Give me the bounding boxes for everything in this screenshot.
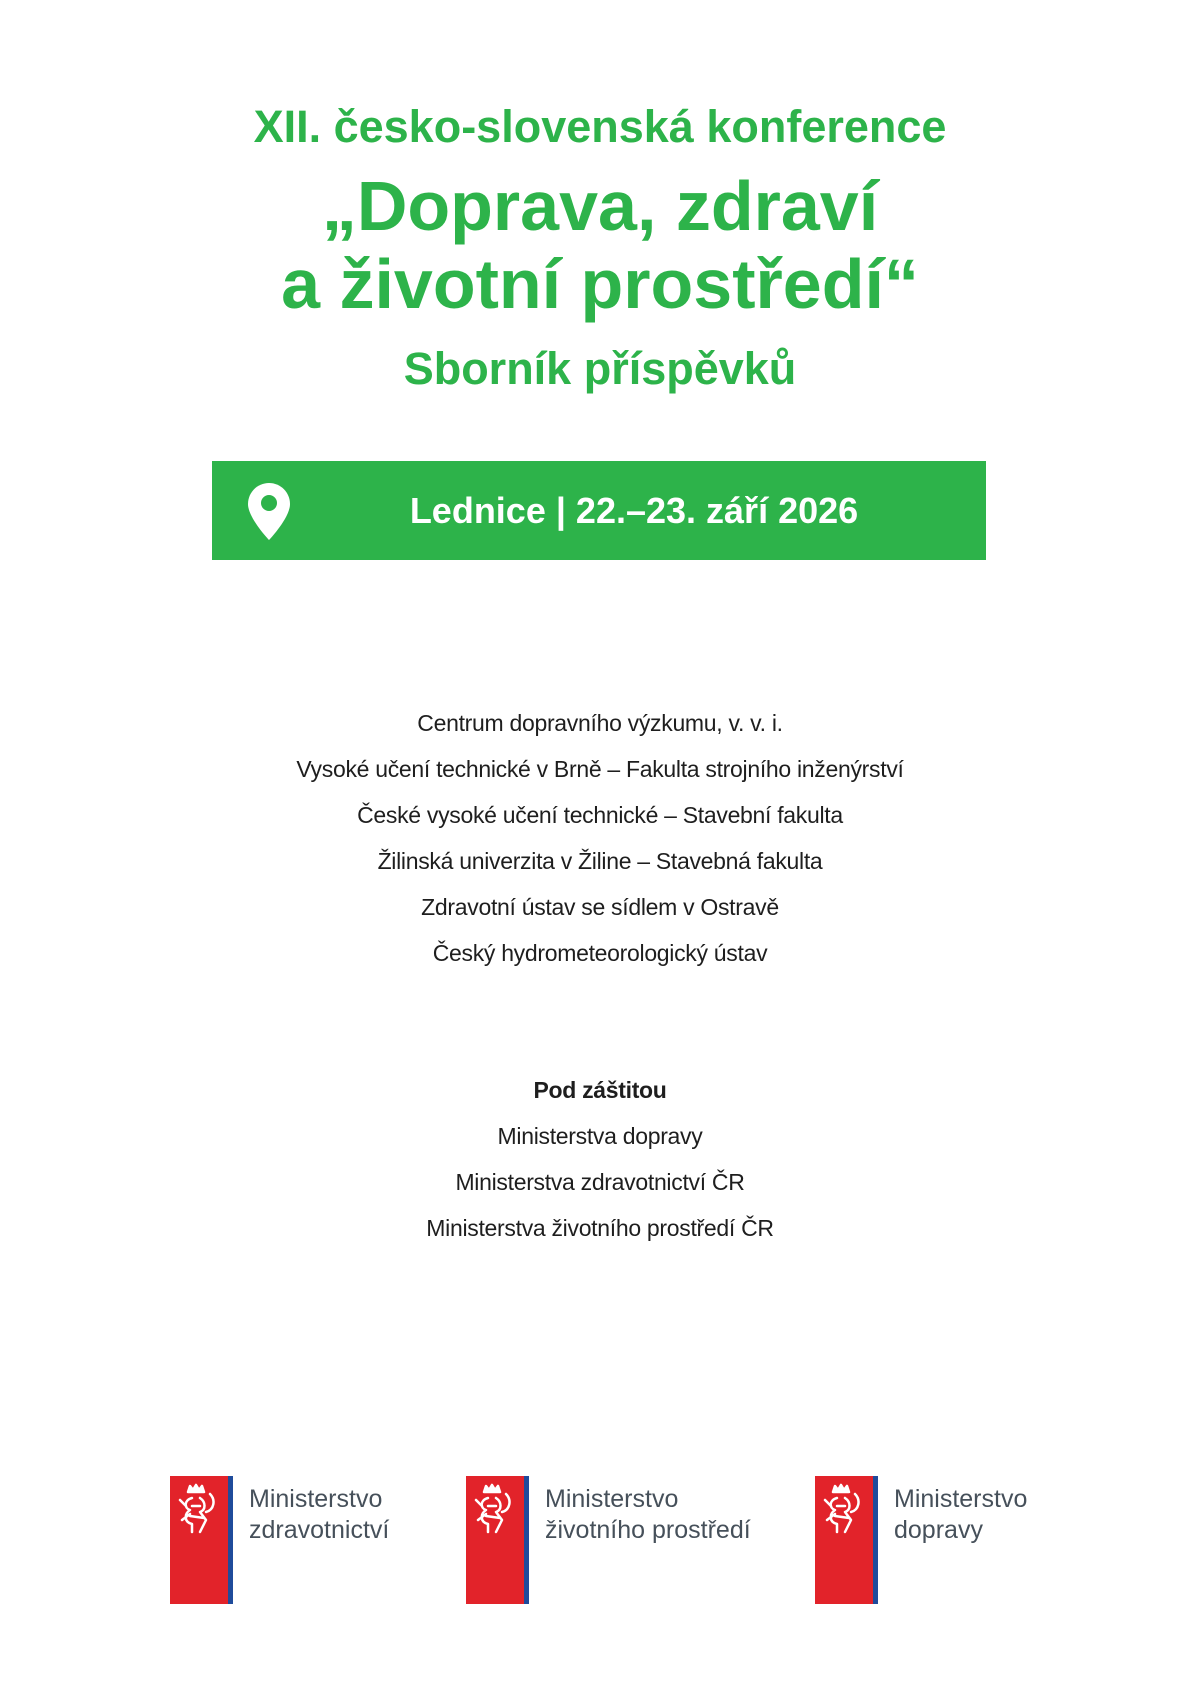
patronage-item: Ministerstva životního prostředí ČR xyxy=(426,1215,774,1241)
organizer-item: Vysoké učení technické v Brně – Fakulta strojního inženýrství xyxy=(296,756,904,782)
logo-label: Ministerstvo životního prostředí xyxy=(545,1485,751,1544)
organizers-list xyxy=(0,700,1200,976)
subtitle: Sborník příspěvků xyxy=(403,343,797,394)
organizer-item: Český hydrometeorologický ústav xyxy=(432,940,768,966)
organizer-item: Zdravotní ústav se sídlem v Ostravě xyxy=(421,894,779,920)
state-emblem-icon xyxy=(466,1476,529,1604)
organizer-item: České vysoké učení technické – Stavební fakulta xyxy=(357,802,843,828)
logo-label: Ministerstvo zdravotnictví xyxy=(249,1485,390,1544)
patronage-section xyxy=(0,1067,1200,1251)
state-emblem-icon xyxy=(815,1476,878,1604)
patronage-item: Ministerstva zdravotnictví ČR xyxy=(455,1169,745,1195)
state-emblem-icon xyxy=(170,1476,233,1604)
title-line-1: „Doprava, zdraví xyxy=(321,167,879,245)
organizer-item: Žilinská univerzita v Žiline – Stavebná fakulta xyxy=(377,848,823,874)
venue-date-banner xyxy=(212,461,986,560)
patronage-item: Ministerstva dopravy xyxy=(497,1123,703,1149)
venue-date-text: Lednice | 22.–23. září 2026 xyxy=(409,490,859,531)
organizer-item: Centrum dopravního výzkumu, v. v. i. xyxy=(417,710,783,736)
patronage-heading: Pod záštitou xyxy=(533,1077,667,1103)
logo-label: Ministerstvo dopravy xyxy=(894,1485,1028,1544)
conference-line: XII. česko-slovenská konference xyxy=(253,101,947,152)
title-line-2: a životní prostředí“ xyxy=(281,245,919,323)
